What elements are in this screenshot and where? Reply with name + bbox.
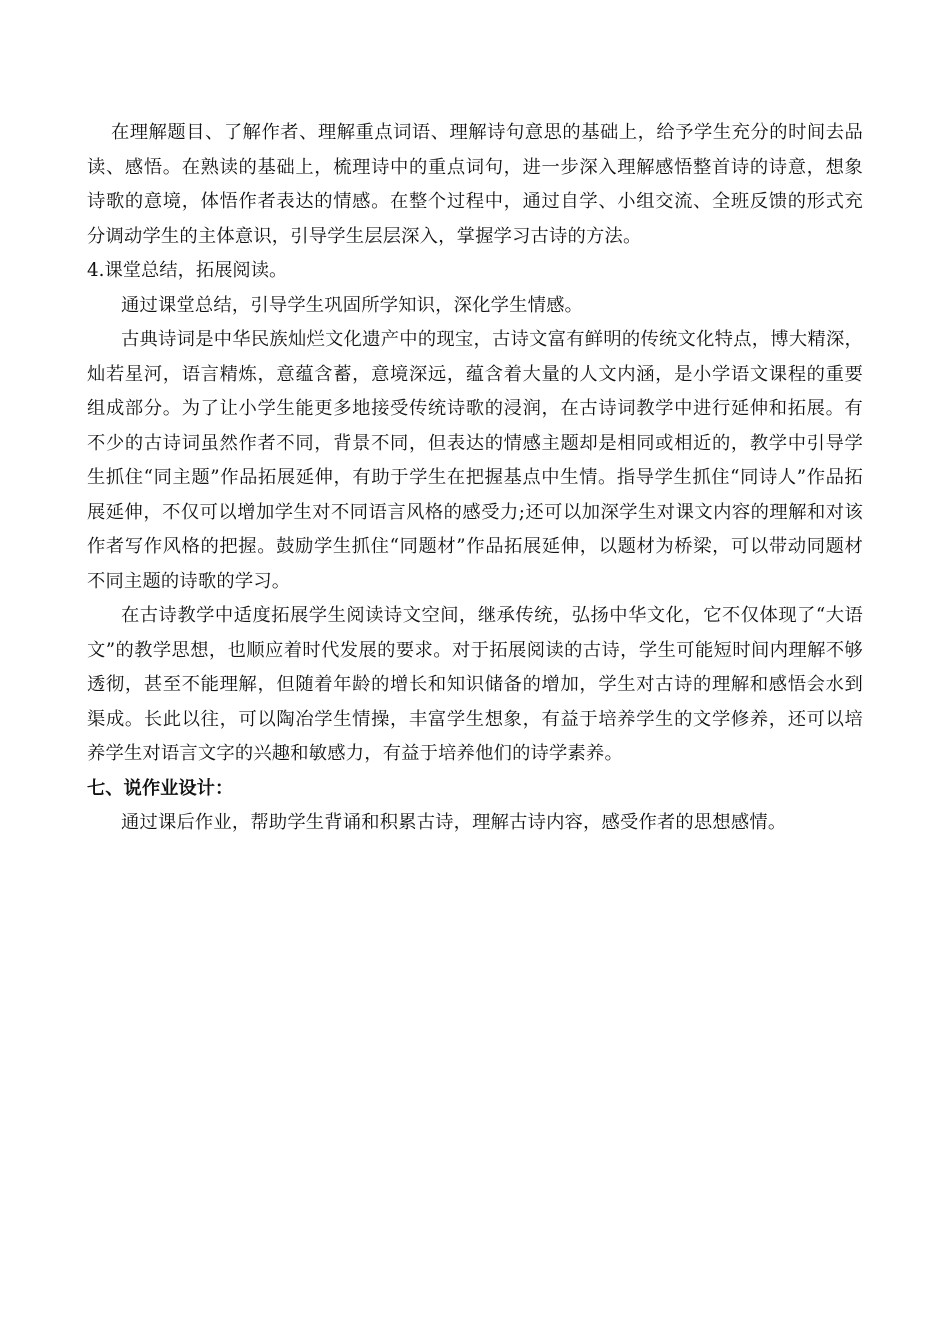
document-page [87, 116, 863, 841]
paragraph-reading-method: 在理解题目、了解作者、理解重点词语、理解诗句意思的基础上，给予学生充分的时间去品读、感悟。在熟读的基础上，梳理诗中的重点词句，进一步深入理解感悟整首诗的诗意，想象诗歌的意境，体悟作者表达的情感。在整个过程中，通过自学、小组交流、全班反馈的形式充分调动学生的主体意识，引导学生层层深入，掌握学习古诗的方法。 [87, 122, 863, 247]
heading-step-4: 4.课堂总结，拓展阅读。 [87, 260, 288, 281]
heading-section-7: 七、说作业设计： [87, 777, 234, 799]
paragraph-extended-reading: 在古诗教学中适度拓展学生阅读诗文空间，继承传统，弘扬中华文化，它不仅体现了“大语文”的教学思想，也顺应着时代发展的要求。对于拓展阅读的古诗，学生可能短时间内理解不够透彻，甚至不能理解，但随着年龄的增长和知识储备的增加，学生对古诗的理解和感悟会水到渠成。长此以往，可以陶冶学生情操，丰富学生想象，有益于培养学生的文学修养，还可以培养学生对语言文字的兴趣和敏感力，有益于培养他们的诗学素养。 [87, 605, 863, 764]
paragraph-homework: 通过课后作业，帮助学生背诵和积累古诗，理解古诗内容，感受作者的思想感情。 [121, 812, 787, 833]
paragraph-classical-poetry: 古典诗词是中华民族灿烂文化遗产中的现宝，古诗文富有鲜明的传统文化特点，博大精深，灿若星河，语言精炼，意蕴含蓄，意境深远，蕴含着大量的人文内涵，是小学语文课程的重要组成部分。为了让小学生能更多地接受传统诗歌的浸润，在古诗词教学中进行延伸和拓展。有不少的古诗词虽然作者不同，背景不同，但表达的情感主题却是相同或相近的，教学中引导学生抓住“同主题”作品拓展延伸，有助于学生在把握基点中生情。指导学生抓住“同诗人”作品拓展延伸，不仅可以增加学生对不同语言风格的感受力;还可以加深学生对课文内容的理解和对该作者写作风格的把握。鼓励学生抓住“同题材”作品拓展延伸，以题材为桥梁，可以带动同题材不同主题的诗歌的学习。 [87, 329, 863, 592]
paragraph-summary: 通过课堂总结，引导学生巩固所学知识，深化学生情感。 [121, 294, 584, 316]
